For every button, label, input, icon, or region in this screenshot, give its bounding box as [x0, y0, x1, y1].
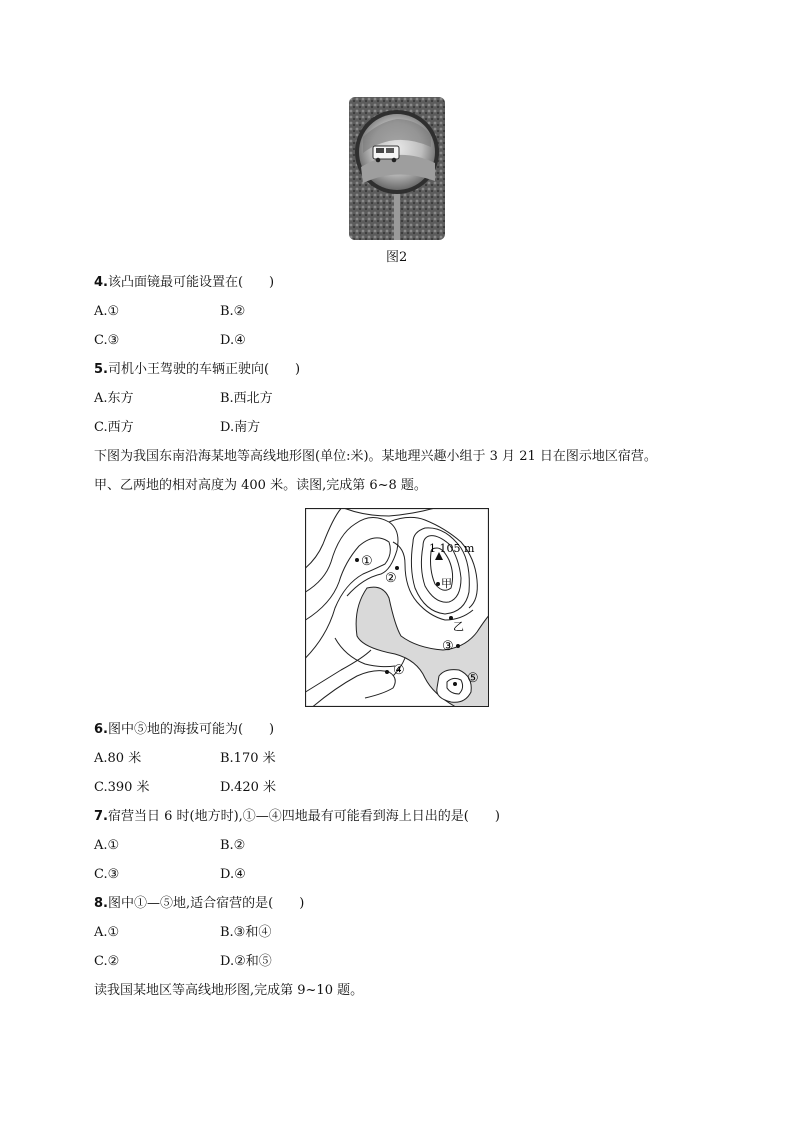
point-5-dot — [453, 682, 457, 686]
question-6 — [94, 722, 274, 738]
option-b[interactable]: B.② — [220, 304, 246, 319]
option-c[interactable]: C.390 米 — [94, 780, 150, 795]
option-c[interactable]: C.② — [94, 954, 120, 969]
convex-mirror-photo — [349, 97, 445, 240]
option-b[interactable]: B.② — [220, 838, 246, 853]
point-jia-label: 甲 — [441, 577, 452, 590]
option-d[interactable]: D.④ — [220, 867, 246, 882]
point-2-label: ② — [385, 571, 397, 586]
option-a[interactable]: A.东方 — [94, 391, 134, 406]
option-d[interactable]: D.南方 — [220, 420, 261, 435]
option-a[interactable]: A.① — [94, 838, 120, 853]
intro-line-1: 下图为我国东南沿海某地等高线地形图(单位:米)。某地理兴趣小组于 3 月 21 日在图示地区宿营。 — [94, 449, 657, 464]
option-a[interactable]: A.① — [94, 304, 120, 319]
point-1-label: ① — [361, 554, 373, 569]
option-c[interactable]: C.③ — [94, 867, 120, 882]
option-b[interactable]: B.③和④ — [220, 925, 272, 940]
point-3-label: ③ — [442, 639, 454, 654]
option-c[interactable]: C.③ — [94, 333, 120, 348]
point-jia-dot — [436, 582, 440, 586]
option-b[interactable]: B.170 米 — [220, 751, 276, 766]
option-c[interactable]: C.西方 — [94, 420, 134, 435]
option-b[interactable]: B.西北方 — [220, 391, 273, 406]
question-5 — [94, 362, 300, 378]
option-a[interactable]: A.80 米 — [94, 751, 142, 766]
contour-map-svg — [305, 508, 489, 707]
point-4-dot — [385, 670, 389, 674]
point-1-dot — [355, 558, 359, 562]
option-d[interactable]: D.②和⑤ — [220, 954, 272, 969]
question-stem: 图中①—⑤地,适合宿营的是( ) — [107, 896, 305, 911]
option-d[interactable]: D.④ — [220, 333, 246, 348]
question-7 — [94, 809, 500, 825]
point-yi-label: 乙 — [453, 620, 464, 633]
point-5-label: ⑤ — [467, 671, 479, 686]
question-stem: 司机小王驾驶的车辆正驶向( ) — [107, 362, 301, 377]
question-4 — [94, 275, 274, 291]
point-2-dot — [395, 566, 399, 570]
intro2-line-1: 读我国某地区等高线地形图,完成第 9~10 题。 — [94, 983, 364, 998]
question-stem: 该凸面镜最可能设置在( ) — [107, 275, 275, 290]
option-a[interactable]: A.① — [94, 925, 120, 940]
question-number: 6. — [94, 722, 108, 737]
option-d[interactable]: D.420 米 — [220, 780, 277, 795]
question-stem: 宿营当日 6 时(地方时),①—④四地最有可能看到海上日出的是( ) — [107, 809, 500, 824]
mirror-photo-svg — [349, 97, 445, 240]
question-8 — [94, 896, 304, 912]
peak-label: 1 105 m — [429, 542, 475, 555]
figure-caption: 图2 — [386, 250, 408, 265]
question-number: 5. — [94, 362, 108, 377]
question-number: 7. — [94, 809, 108, 824]
question-number: 4. — [94, 275, 108, 290]
question-number: 8. — [94, 896, 108, 911]
point-4-label: ④ — [393, 663, 405, 678]
intro-line-2: 甲、乙两地的相对高度为 400 米。读图,完成第 6~8 题。 — [94, 478, 427, 493]
contour-map — [305, 508, 489, 707]
question-stem: 图中⑤地的海拔可能为( ) — [107, 722, 275, 737]
point-3-dot — [456, 644, 460, 648]
